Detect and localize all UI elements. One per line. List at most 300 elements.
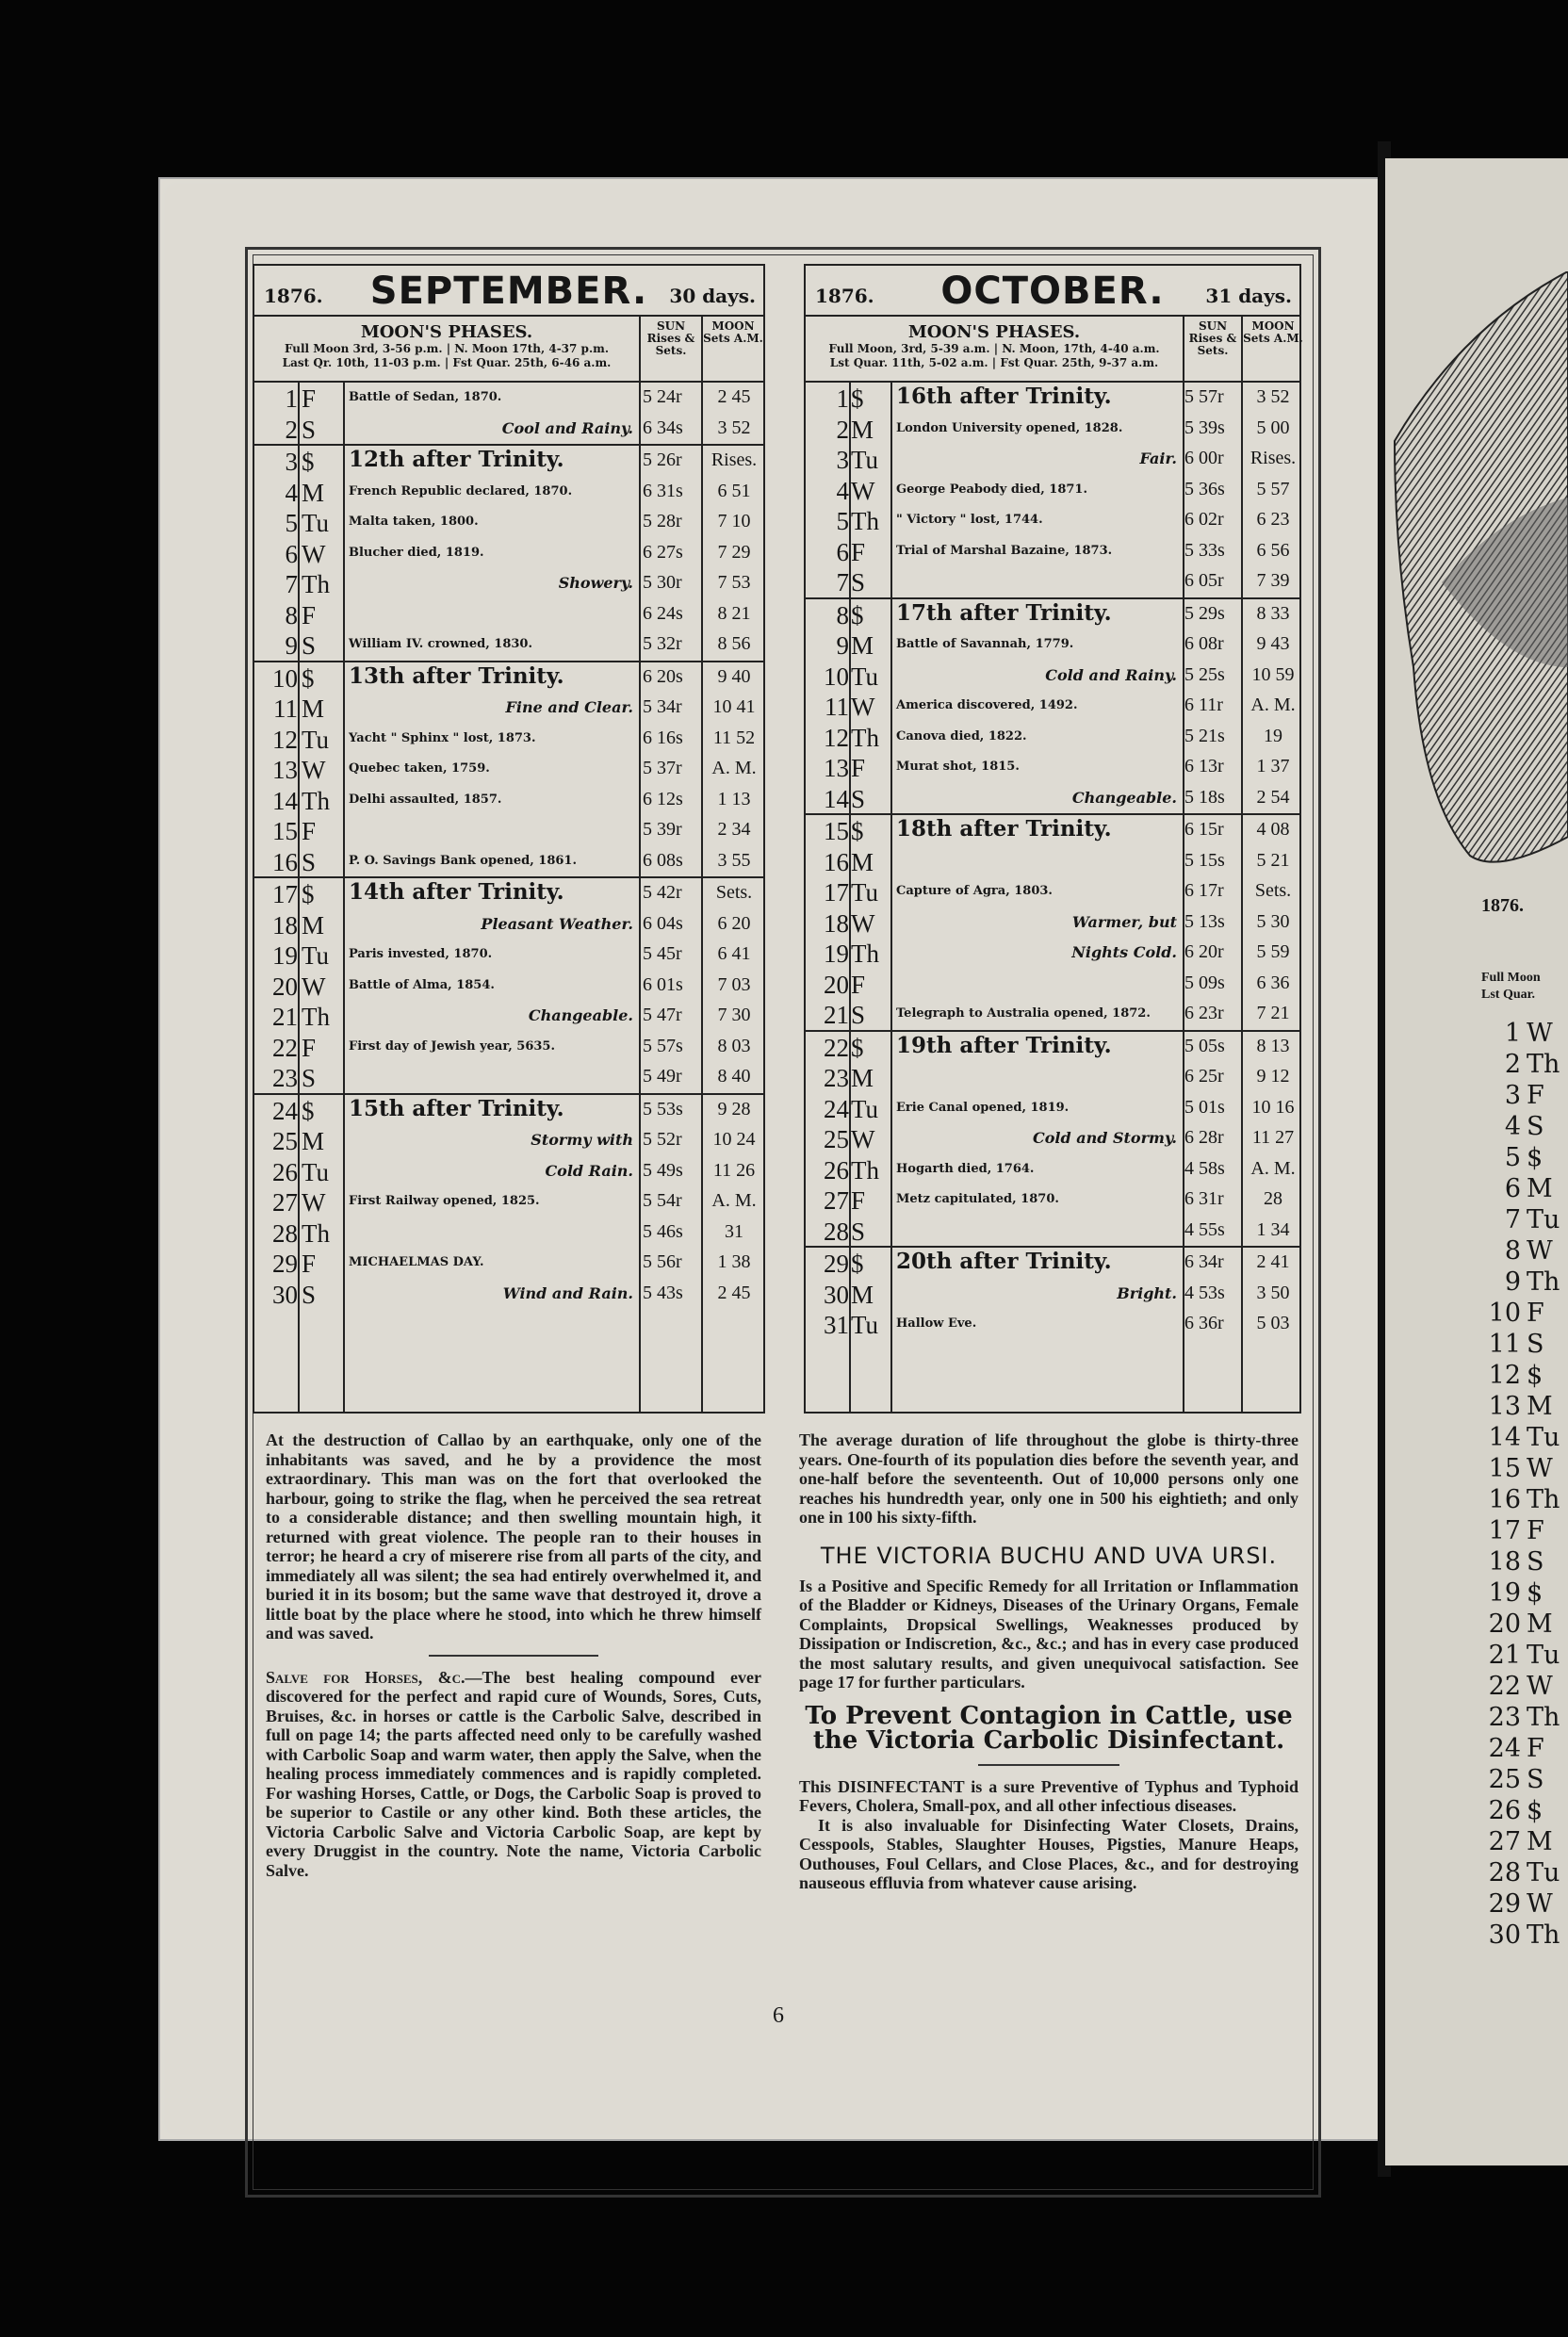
day-number: 10	[272, 663, 298, 693]
moon-time: 5 21	[1256, 849, 1290, 871]
weekday: W	[1527, 1672, 1553, 1701]
weekday: Tu	[851, 878, 879, 907]
phase-line: Last Qr. 10th, 11-03 p.m. | Fst Quar. 25th, 6-46 a.m.	[282, 356, 612, 369]
next-page-day-row	[1483, 1393, 1553, 1421]
next-page-day-row	[1483, 1020, 1553, 1048]
day-row	[254, 693, 763, 724]
day-number: 8	[836, 600, 849, 629]
next-page-day-row	[1483, 1268, 1560, 1297]
day-row	[806, 414, 1299, 445]
day-number: 5	[1504, 1143, 1521, 1172]
moon-time: 2 45	[717, 1282, 751, 1303]
day-row	[254, 507, 763, 538]
day-number: 26	[272, 1157, 298, 1186]
day-row	[254, 568, 763, 599]
next-page-day-row	[1483, 1890, 1553, 1919]
sunday-heading: 16th after Trinity.	[896, 384, 1112, 409]
weekday: M	[851, 415, 874, 444]
moon-time: 3 55	[717, 849, 751, 871]
right-text-column	[799, 1430, 1298, 1968]
day-number: 22	[824, 1033, 849, 1062]
phases-title: MOON'S PHASES.	[907, 322, 1081, 342]
moon-time: 9 28	[717, 1098, 751, 1119]
weekday: W	[851, 908, 875, 938]
day-number: 14	[824, 784, 849, 813]
salve-advert	[266, 1668, 761, 1881]
sun-time: 6 28r	[1184, 1127, 1224, 1148]
day-row	[254, 444, 763, 477]
sun-time: 5 15s	[1184, 849, 1225, 871]
engraving-illustration	[1385, 271, 1568, 988]
moon-time: A. M.	[1250, 695, 1296, 715]
weekday: S	[302, 631, 317, 660]
next-page-day-row	[1483, 1051, 1560, 1079]
weekday: $	[1527, 1796, 1544, 1825]
weekday: $	[851, 384, 864, 413]
day-row	[254, 754, 763, 785]
next-page-day-row	[1483, 1517, 1544, 1545]
weekday: $	[1527, 1578, 1544, 1608]
day-number: 6	[1504, 1174, 1521, 1203]
sunday-heading: 19th after Trinity.	[896, 1032, 1112, 1058]
sun-time: 5 25s	[1184, 663, 1225, 685]
event-note: Malta taken, 1800.	[349, 515, 479, 529]
month-header	[254, 266, 763, 317]
weekday: Th	[302, 1218, 330, 1248]
event-note: French Republic declared, 1870.	[349, 483, 573, 498]
event-note: MICHAELMAS DAY.	[349, 1255, 484, 1269]
weekday: S	[1527, 1330, 1544, 1359]
weather-note: Nights Cold.	[1071, 943, 1177, 961]
sun-time: 6 36r	[1184, 1313, 1224, 1333]
next-page-day-row	[1483, 1082, 1544, 1110]
sun-time: 5 49s	[643, 1159, 683, 1181]
next-page-day-row	[1483, 1113, 1544, 1141]
sun-time: 5 05s	[1184, 1035, 1225, 1056]
next-phase-b: Lst Quar.	[1481, 988, 1536, 1002]
disinfectant-paragraph: This DISINFECTANT is a sure Preventive of Typhus and Typhoid Fevers, Cholera, Small-pox, and all other infectious diseases.	[799, 1776, 1298, 1815]
weekday: $	[851, 1033, 864, 1062]
weekday: M	[1527, 1392, 1553, 1421]
weekday: F	[302, 384, 317, 413]
october-calendar	[804, 264, 1301, 1414]
day-number: 3	[285, 448, 298, 476]
event-note: Trial of Marshal Bazaine, 1873.	[896, 543, 1113, 558]
moon-time: 7 21	[1256, 1003, 1290, 1023]
weekday: F	[851, 970, 866, 999]
column-rule	[343, 381, 345, 1412]
disinfectant-uses: It is also invaluable for Disinfecting Water Closets, Drains, Cesspools, Stables, Slaughter Houses, Pigsties, Manure Heaps, Outhouses, Foul Cellars, and Close Places, &c., and for destroying nauseous effluvia from whatever cause arising.	[799, 1815, 1298, 1892]
weekday: W	[302, 539, 326, 568]
weekday: Th	[1527, 1267, 1560, 1297]
month-name: OCTOBER.	[940, 270, 1165, 313]
moon-time: 1 13	[717, 788, 751, 809]
weekday: Th	[302, 786, 330, 815]
column-rule	[890, 381, 892, 1412]
moon-time: 10 41	[712, 696, 756, 717]
moon-time: 1 37	[1256, 756, 1290, 776]
moon-time: 5 59	[1256, 941, 1290, 962]
moon-time: 5 57	[1256, 478, 1290, 499]
event-note: Capture of Agra, 1803.	[896, 884, 1053, 898]
day-row	[254, 815, 763, 846]
moon-phases-header	[806, 317, 1303, 383]
weekday: Tu	[302, 509, 330, 537]
day-number: 13	[272, 756, 298, 784]
day-number: 19	[1488, 1578, 1521, 1608]
day-number: 2	[285, 415, 298, 444]
weather-note: Showery.	[558, 574, 633, 592]
day-number: 17	[1488, 1516, 1521, 1545]
day-row	[254, 383, 763, 414]
day-number: 7	[836, 568, 849, 597]
moon-time: 6 20	[717, 912, 751, 934]
sun-time: 6 04s	[643, 912, 683, 934]
day-number: 14	[1488, 1423, 1521, 1452]
moon-column-header: MOON Sets A.M.	[701, 317, 763, 381]
moon-time: 6 36	[1256, 972, 1290, 993]
weekday: W	[851, 1125, 875, 1153]
sun-time: 5 52r	[643, 1129, 682, 1150]
day-number: 18	[272, 910, 298, 940]
day-number: 1	[285, 384, 298, 413]
day-number: 7	[285, 570, 298, 598]
day-number: 10	[1488, 1299, 1521, 1328]
left-text-column	[266, 1430, 761, 1968]
sun-time: 6 16s	[643, 727, 683, 748]
next-page-day-row	[1483, 1859, 1560, 1888]
moon-time: 19	[1264, 725, 1282, 746]
day-row	[254, 785, 763, 816]
moon-time: Sets.	[715, 882, 753, 903]
weekday: S	[851, 784, 866, 813]
sun-time: 5 29s	[1184, 602, 1225, 624]
moon-time: 7 30	[717, 1005, 751, 1025]
moon-time: 11 52	[712, 727, 756, 748]
day-number: 28	[272, 1218, 298, 1248]
sunday-heading: 12th after Trinity.	[349, 447, 564, 472]
day-row	[806, 444, 1299, 475]
day-row	[806, 907, 1299, 939]
sun-time: 6 13r	[1184, 756, 1224, 776]
day-row	[806, 597, 1299, 630]
event-note: Blucher died, 1819.	[349, 545, 484, 560]
moon-time: 7 39	[1256, 570, 1290, 591]
event-note: Metz capitulated, 1870.	[896, 1192, 1059, 1206]
day-number: 10	[824, 662, 849, 691]
weekday: Th	[851, 940, 879, 968]
moon-time: 8 56	[717, 633, 751, 654]
day-number: 11	[1488, 1330, 1521, 1359]
phase-line: Full Moon, 3rd, 5-39 a.m. | N. Moon, 17th, 4-40 a.m.	[828, 342, 1160, 355]
weekday: F	[302, 600, 317, 629]
sun-time: 4 55s	[1184, 1218, 1225, 1240]
day-number: 12	[272, 725, 298, 754]
weekday: Tu	[302, 725, 330, 754]
day-row	[254, 1156, 763, 1187]
day-row	[806, 1246, 1299, 1279]
weather-note: Pleasant Weather.	[481, 914, 633, 933]
moon-phases-box	[254, 317, 639, 381]
day-number: 2	[1504, 1050, 1521, 1079]
sun-time: 5 32r	[643, 633, 682, 654]
day-row	[806, 383, 1299, 414]
day-row	[254, 940, 763, 971]
sun-time: 6 31r	[1184, 1188, 1224, 1209]
weekday: F	[851, 537, 866, 566]
sun-time: 5 09s	[1184, 972, 1225, 993]
weekday: W	[1527, 1889, 1553, 1919]
moon-time: 5 00	[1256, 417, 1290, 438]
day-number: 26	[1488, 1796, 1521, 1825]
weekday: $	[302, 663, 315, 693]
moon-time: 6 41	[717, 943, 751, 964]
weekday: M	[302, 910, 325, 940]
weekday: W	[851, 476, 875, 505]
day-number: 22	[1488, 1672, 1521, 1701]
weekday: M	[851, 1064, 874, 1092]
day-number: 30	[824, 1280, 849, 1309]
next-page-day-row	[1483, 1735, 1544, 1763]
sun-time: 5 13s	[1184, 910, 1225, 932]
weekday: S	[851, 568, 866, 597]
sun-time: 5 30r	[643, 572, 682, 593]
day-row	[254, 661, 763, 694]
day-number: 27	[272, 1188, 298, 1217]
weather-note: Fair.	[1139, 449, 1177, 467]
event-note: George Peabody died, 1871.	[896, 482, 1087, 497]
day-number: 19	[272, 941, 298, 970]
moon-time: A. M.	[711, 1190, 757, 1211]
next-year-label: 1876.	[1481, 895, 1524, 916]
day-number: 20	[1488, 1610, 1521, 1639]
day-row	[254, 599, 763, 630]
sun-time: 6 20r	[1184, 941, 1224, 962]
day-number: 4	[836, 476, 849, 505]
moon-time: 6 23	[1256, 509, 1290, 530]
day-number: 26	[824, 1155, 849, 1185]
day-row	[806, 505, 1299, 536]
weather-note: Fine and Clear.	[505, 698, 633, 716]
event-note: Hogarth died, 1764.	[896, 1161, 1035, 1176]
moon-time: 8 40	[717, 1066, 751, 1087]
weekday: Tu	[851, 662, 879, 691]
event-note: Murat shot, 1815.	[896, 760, 1020, 774]
day-row	[806, 1030, 1299, 1063]
weekday: F	[1527, 1734, 1544, 1763]
day-number: 22	[272, 1033, 298, 1062]
day-number: 3	[836, 446, 849, 474]
buchu-paragraph: Is a Positive and Specific Remedy for all Irritation or Inflammation of the Bladder or Kidneys, Diseases of the Urinary Organs, Female Complaints, Dropsical Swellings, Weaknesses produced by Dissipation or Indiscretion, &c., &c.; and has in every case produced the most salutary results, and given unequivocal satisfaction. See page 17 for further particulars.	[799, 1576, 1298, 1691]
day-row	[254, 724, 763, 755]
moon-phases-header	[254, 317, 763, 383]
day-number: 23	[272, 1064, 298, 1092]
sun-column-header: SUN Rises & Sets.	[639, 317, 701, 381]
weekday: W	[1527, 1236, 1553, 1266]
day-number: 16	[824, 847, 849, 876]
sun-time: 6 00r	[1184, 448, 1224, 468]
moon-time: Rises.	[1250, 448, 1297, 468]
day-number: 5	[285, 509, 298, 537]
day-number: 6	[285, 539, 298, 568]
sun-time: 6 27s	[643, 541, 683, 563]
day-number: 24	[1488, 1734, 1521, 1763]
moon-time: 8 21	[717, 602, 751, 624]
moon-time: Sets.	[1254, 880, 1292, 901]
moon-time: 6 51	[717, 480, 751, 501]
moon-time: 5 03	[1256, 1313, 1290, 1333]
day-number: 15	[272, 817, 298, 845]
day-row	[254, 1248, 763, 1279]
moon-time: 3 52	[1256, 386, 1290, 407]
weather-note: Changeable.	[1071, 788, 1177, 807]
sun-time: 6 02r	[1184, 509, 1224, 530]
event-note: First Railway opened, 1825.	[349, 1194, 540, 1208]
moon-time: A. M.	[1250, 1157, 1296, 1179]
day-row	[254, 629, 763, 661]
sun-time: 6 08s	[643, 849, 683, 871]
sunday-heading: 14th after Trinity.	[349, 879, 564, 905]
buchu-title: THE VICTORIA BUCHU AND UVA URSI.	[820, 1542, 1278, 1569]
sun-time: 4 53s	[1184, 1282, 1225, 1303]
callao-story: At the destruction of Callao by an earthquake, only one of the inhabitants was saved, and he by a providence the most extraordinary. This man was on the fort that overlooked the harbour, going to strike the flag, when he perceived the sea retreat to a considerable distance; and then swelling mountain high, it returned with great violence. The people ran to their houses in terror; he heard a cry of miserere rise from all parts of the city, and immediately all was silent; the sea had entirely overwhelmed it, and buried it in its bosom; but the same wave that destroyed it, drove a little boat by the place where he stood, into which he threw himself and was saved.	[266, 1430, 761, 1642]
weekday: M	[851, 1280, 874, 1309]
day-number: 11	[825, 693, 849, 721]
day-number: 30	[1488, 1920, 1521, 1950]
sun-time: 5 43s	[643, 1282, 683, 1303]
next-page-day-row	[1483, 1455, 1553, 1483]
sun-time: 5 37r	[643, 758, 682, 778]
day-number: 2	[836, 415, 849, 444]
weekday: F	[851, 1186, 866, 1215]
day-number: 1	[1504, 1019, 1521, 1048]
day-number: 30	[272, 1280, 298, 1309]
day-row	[254, 1186, 763, 1218]
day-number: 12	[824, 723, 849, 752]
moon-time: 6 56	[1256, 539, 1290, 561]
day-number: 29	[272, 1250, 298, 1278]
day-number: 25	[824, 1125, 849, 1153]
day-row	[806, 938, 1299, 969]
sun-time: 5 18s	[1184, 786, 1225, 808]
contagion-title: To Prevent Contagion in Cattle, use the Victoria Carbolic Disinfectant.	[805, 1701, 1293, 1755]
sun-time: 6 05r	[1184, 570, 1224, 591]
sun-time: 6 25r	[1184, 1066, 1224, 1087]
weekday: S	[1527, 1112, 1544, 1141]
sun-time: 5 56r	[643, 1251, 682, 1272]
salve-lead: Salve for Horses, &c.	[266, 1667, 466, 1687]
weekday: Th	[851, 723, 879, 752]
day-row	[254, 414, 763, 445]
day-row	[806, 1216, 1299, 1247]
day-number: 13	[1488, 1392, 1521, 1421]
day-row	[254, 876, 763, 909]
weekday: F	[302, 1250, 317, 1278]
phase-line: Lst Quar. 11th, 5-02 a.m. | Fst Quar. 25th, 9-37 a.m.	[829, 356, 1159, 369]
day-row	[806, 536, 1299, 567]
weather-note: Cold Rain.	[545, 1161, 633, 1180]
day-number: 5	[836, 507, 849, 535]
moon-time: 11 27	[1251, 1127, 1295, 1148]
day-number: 21	[272, 1003, 298, 1031]
moon-time: 2 34	[717, 819, 751, 840]
weather-note: Wind and Rain.	[502, 1283, 633, 1302]
day-number: 1	[836, 384, 849, 413]
event-note: P. O. Savings Bank opened, 1861.	[349, 853, 577, 868]
weekday: M	[1527, 1827, 1553, 1856]
sun-time: 5 01s	[1184, 1096, 1225, 1118]
weekday: M	[302, 1127, 325, 1155]
moon-time: 31	[725, 1220, 743, 1242]
sun-time: 5 49r	[643, 1066, 682, 1087]
day-number: 24	[824, 1094, 849, 1123]
sun-time: 6 23r	[1184, 1003, 1224, 1023]
sun-time: 6 17r	[1184, 880, 1224, 901]
next-page-day-row	[1483, 1144, 1543, 1172]
divider	[429, 1655, 598, 1657]
next-page-day-row	[1483, 1921, 1560, 1950]
weekday: Tu	[1527, 1205, 1560, 1234]
event-note: Battle of Alma, 1854.	[349, 977, 495, 992]
moon-time: 2 41	[1256, 1251, 1290, 1272]
day-number: 12	[1488, 1361, 1521, 1390]
weekday: W	[302, 1188, 326, 1217]
sunday-heading: 18th after Trinity.	[896, 816, 1112, 842]
sunday-heading: 15th after Trinity.	[349, 1095, 564, 1121]
weekday: Th	[1527, 1703, 1560, 1732]
weekday: Th	[302, 1003, 330, 1031]
day-number: 7	[1504, 1205, 1521, 1234]
day-number: 9	[836, 631, 849, 660]
weekday: Th	[851, 1155, 879, 1185]
sun-time: 6 34s	[643, 417, 683, 438]
weekday: Th	[1527, 1920, 1560, 1950]
days-count: 31 days.	[1205, 285, 1292, 307]
page-number: 6	[773, 2003, 784, 2028]
weekday: F	[1527, 1516, 1544, 1545]
day-row	[254, 1032, 763, 1063]
sun-time: 6 34r	[1184, 1251, 1224, 1272]
weekday: Tu	[851, 1311, 879, 1339]
weather-note: Cold and Stormy.	[1032, 1129, 1177, 1147]
day-number: 23	[1488, 1703, 1521, 1732]
moon-time: 7 10	[717, 511, 751, 531]
sun-time: 6 31s	[643, 480, 683, 501]
moon-time: 9 40	[717, 665, 751, 687]
next-page-day-row	[1483, 1579, 1543, 1608]
sun-time: 5 21s	[1184, 725, 1225, 746]
day-number: 18	[1488, 1547, 1521, 1577]
day-number: 11	[273, 695, 298, 723]
weekday: Tu	[302, 941, 330, 970]
day-number: 21	[824, 1001, 849, 1029]
event-note: Battle of Sedan, 1870.	[349, 390, 502, 404]
year-label: 1876.	[264, 285, 323, 307]
day-rows	[806, 383, 1299, 1340]
event-note: Paris invested, 1870.	[349, 947, 493, 961]
event-note: Yacht " Sphinx " lost, 1873.	[349, 730, 536, 745]
weekday: Th	[851, 507, 879, 535]
day-row	[254, 1218, 763, 1249]
day-number: 28	[824, 1217, 849, 1246]
day-number: 8	[285, 600, 298, 629]
weekday: Th	[1527, 1485, 1560, 1514]
weekday: F	[1527, 1081, 1544, 1110]
weather-note: Warmer, but	[1071, 912, 1177, 931]
sunday-heading: 20th after Trinity.	[896, 1249, 1112, 1274]
phase-line: Full Moon 3rd, 3-56 p.m. | N. Moon 17th, 4-37 p.m.	[284, 342, 610, 355]
day-number: 15	[1488, 1454, 1521, 1483]
